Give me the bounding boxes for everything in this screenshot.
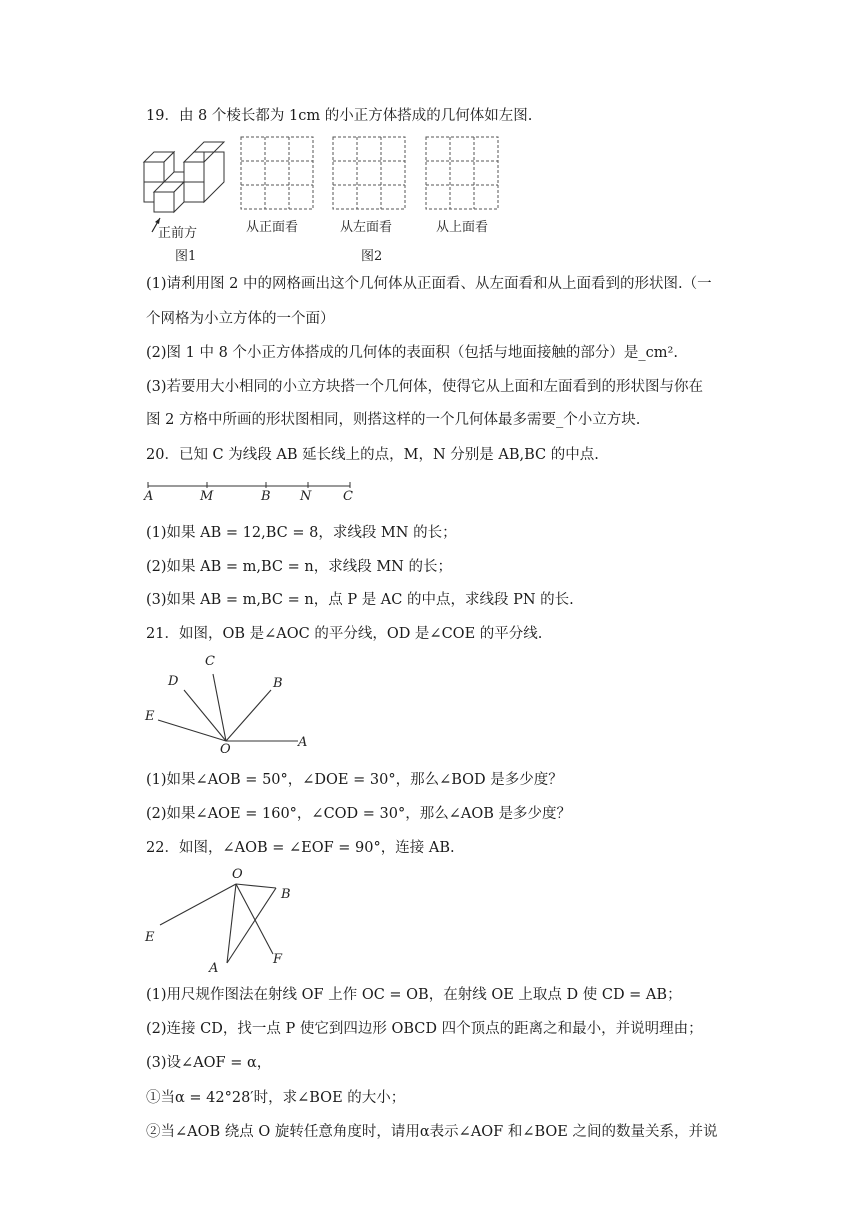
q22-part3: (3)设∠AOF = α， xyxy=(146,1055,272,1071)
q22-sub2: ②当∠AOB 绕点 O 旋转任意角度时，请用α表示∠AOF 和∠BOE 之间的数量关系，并说 xyxy=(146,1124,718,1140)
fig1-arrow-label: 正前方 xyxy=(158,226,198,241)
grid-left xyxy=(332,136,407,211)
q19-part3-line1: (3)若要用大小相同的小立方块搭一个几何体，使得它从上面和左面看到的形状图与你在 xyxy=(146,379,704,395)
q21-part1: (1)如果∠AOB = 50°，∠DOE = 30°，那么∠BOD 是多少度？ xyxy=(146,772,563,788)
q20-point-b: B xyxy=(261,489,271,504)
q20-point-a: A xyxy=(144,489,154,504)
q22-part2: (2)连接 CD，找一点 P 使它到四边形 OBCD 四个顶点的距离之和最小，并说明理由； xyxy=(146,1021,703,1037)
q19-part1-line1: (1)请利用图 2 中的网格画出这个几何体从正面看、从左面看和从上面看到的形状图.（一 xyxy=(146,276,712,292)
q21-stem: 21．如图，OB 是∠AOC 的平分线，OD 是∠COE 的平分线. xyxy=(146,626,543,642)
q21-point-a: A xyxy=(298,735,308,750)
q20-point-m: M xyxy=(200,489,214,504)
q19-part3-line2: 图 2 方格中所画的形状图相同，则搭这样的一个几何体最多需要_个小立方块. xyxy=(146,412,641,428)
q21-point-d: D xyxy=(168,674,179,689)
q22-point-o: O xyxy=(232,867,243,882)
q19-stem: 19．由 8 个棱长都为 1cm 的小正方体搭成的几何体如左图. xyxy=(146,108,533,124)
q22-part1: (1)用尺规作图法在射线 OF 上作 OC = OB，在射线 OE 上取点 D 使 CD = AB； xyxy=(146,987,682,1003)
grid-label-front: 从正面看 xyxy=(246,220,299,235)
q21-point-o: O xyxy=(220,742,231,757)
q20-point-n: N xyxy=(300,489,312,504)
q22-point-e: E xyxy=(145,930,155,945)
q20-segment-figure xyxy=(140,478,360,508)
grid-top xyxy=(425,136,500,211)
q21-point-c: C xyxy=(205,654,215,669)
q20-stem: 20．已知 C 为线段 AB 延长线上的点，M，N 分别是 AB,BC 的中点. xyxy=(146,447,599,463)
q20-part2: (2)如果 AB = m,BC = n，求线段 MN 的长； xyxy=(146,559,452,575)
q20-part1: (1)如果 AB = 12,BC = 8，求线段 MN 的长； xyxy=(146,525,457,541)
q19-part2: (2)图 1 中 8 个小正方体搭成的几何体的表面积（包括与地面接触的部分）是_cm². xyxy=(146,345,678,361)
q19-part1-line2: 个网格为小立方体的一个面） xyxy=(146,311,335,327)
q22-point-a: A xyxy=(209,961,219,976)
q22-point-b: B xyxy=(281,887,291,902)
grid-label-left: 从左面看 xyxy=(340,220,393,235)
fig2-caption: 图2 xyxy=(361,249,383,264)
q21-part2: (2)如果∠AOE = 160°，∠COD = 30°，那么∠AOB 是多少度？ xyxy=(146,806,572,822)
q21-point-b: B xyxy=(273,676,283,691)
fig1-caption: 图1 xyxy=(175,249,197,264)
q21-point-e: E xyxy=(145,709,155,724)
q22-stem: 22．如图，∠AOB = ∠EOF = 90°，连接 AB. xyxy=(146,840,455,856)
grid-label-top: 从上面看 xyxy=(436,220,489,235)
q20-part3: (3)如果 AB = m,BC = n，点 P 是 AC 的中点，求线段 PN 的长. xyxy=(146,592,574,608)
q21-angle-figure xyxy=(140,650,340,760)
q22-sub1: ①当α = 42°28′时，求∠BOE 的大小； xyxy=(146,1090,406,1106)
q20-point-c: C xyxy=(343,489,353,504)
q22-point-f: F xyxy=(273,952,283,967)
grid-front xyxy=(240,136,315,211)
q22-figure xyxy=(140,862,310,972)
